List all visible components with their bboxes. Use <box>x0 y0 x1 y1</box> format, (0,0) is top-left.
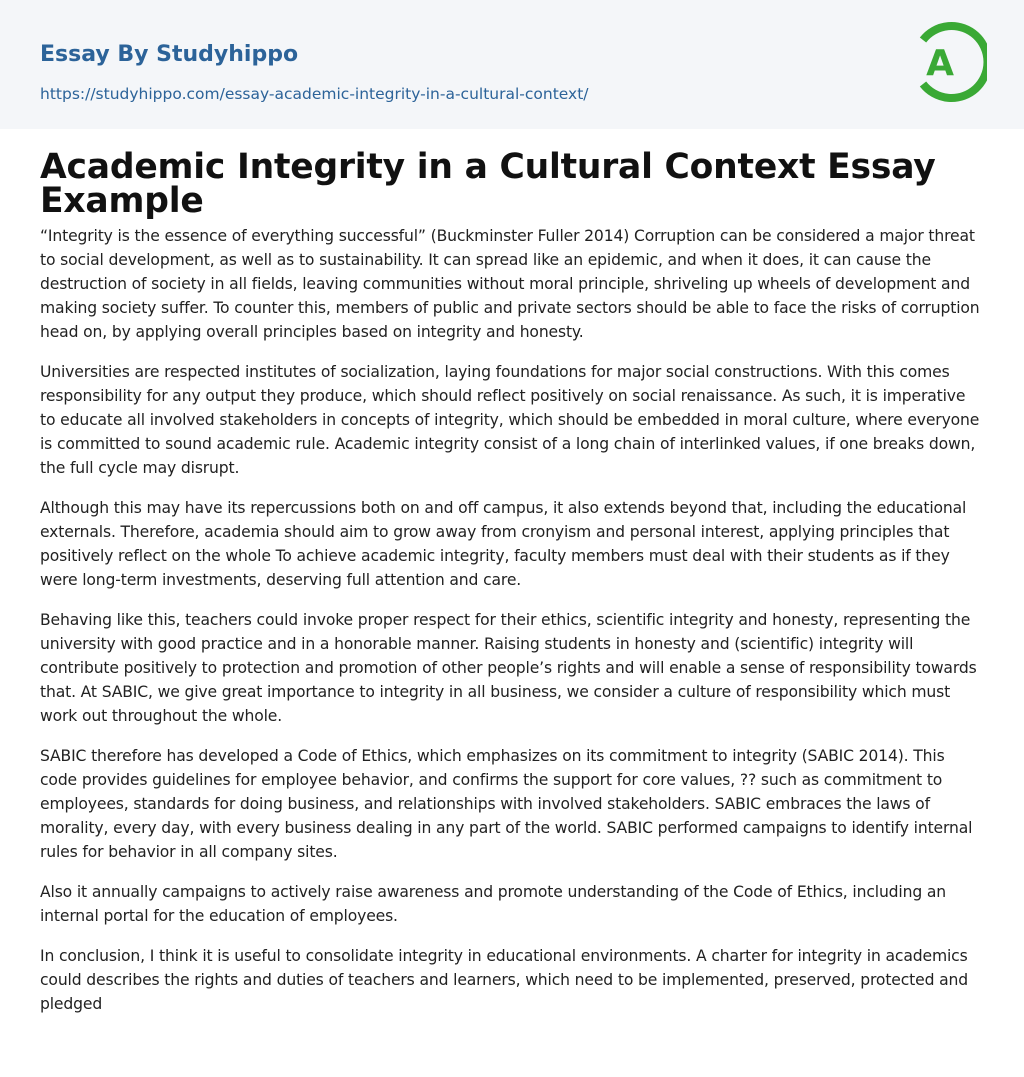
paragraph: “Integrity is the essence of everything successful” (Buckminster Fuller 2014) Corruption can be considered a major threat to social development, as well as to sustainability. It can spread like an epidemic, and when it does, it can cause the destruction of society in all fields, leaving communities without moral principle, shriveling up wheels of development and making society suffer. To counter this, members of public and private sectors should be able to face the risks of corruption head on, by applying overall principles based on integrity and honesty. <box>40 227 980 341</box>
logo-letter: A <box>926 43 954 84</box>
paragraph: In conclusion, I think it is useful to consolidate integrity in educational environments. A charter for integrity in academics could describes the rights and duties of teachers and learners, which need to be implemented, preserved, protected and pledged <box>40 947 969 1013</box>
paragraph: Universities are respected institutes of socialization, laying foundations for major social constructions. With this comes responsibility for any output they produce, which should reflect positively on social renaissance. As such, it is imperative to educate all involved stakeholders in concepts of integrity, which should be embedded in moral culture, where everyone is committed to sound academic rule. Academic integrity consist of a long chain of interlinked values, if one breaks down, the full cycle may disrupt. <box>40 363 980 477</box>
page-url-link[interactable]: https://studyhippo.com/essay-academic-integrity-in-a-cultural-context/ <box>40 85 589 103</box>
paragraph: Also it annually campaigns to actively raise awareness and promote understanding of the Code of Ethics, including an internal portal for the education of employees. <box>40 883 947 925</box>
site-title[interactable]: Essay By Studyhippo <box>40 42 299 67</box>
studyhippo-logo-icon[interactable] <box>911 18 987 106</box>
paragraph: SABIC therefore has developed a Code of Ethics, which emphasizes on its commitment to integrity (SABIC 2014). This code provides guidelines for employee behavior, and confirms the support for core values, ?? such as commitment to employees, standards for doing business, and relationships with involved stakeholders. SABIC embraces the laws of morality, every day, with every business dealing in any part of the world. SABIC performed campaigns to identify internal rules for behavior in all company sites. <box>40 747 973 861</box>
paragraph: Although this may have its repercussions both on and off campus, it also extends beyond that, including the educational externals. Therefore, academia should aim to grow away from cronyism and personal interest, applying principles that positively reflect on the whole To achieve academic integrity, faculty members must deal with their students as if they were long-term investments, deserving full attention and care. <box>40 499 967 589</box>
article-body <box>40 224 984 1016</box>
article <box>40 147 984 1032</box>
page-title: Academic Integrity in a Cultural Context Essay Example <box>40 147 936 221</box>
site-header <box>0 0 1024 129</box>
paragraph: Behaving like this, teachers could invoke proper respect for their ethics, scientific integrity and honesty, representing the university with good practice and in a honorable manner. Raising students in honesty and (scientific) integrity will contribute positively to protection and promotion of other people’s rights and will enable a sense of responsibility towards that. At SABIC, we give great importance to integrity in all business, we consider a culture of responsibility which must work out throughout the whole. <box>40 611 977 725</box>
